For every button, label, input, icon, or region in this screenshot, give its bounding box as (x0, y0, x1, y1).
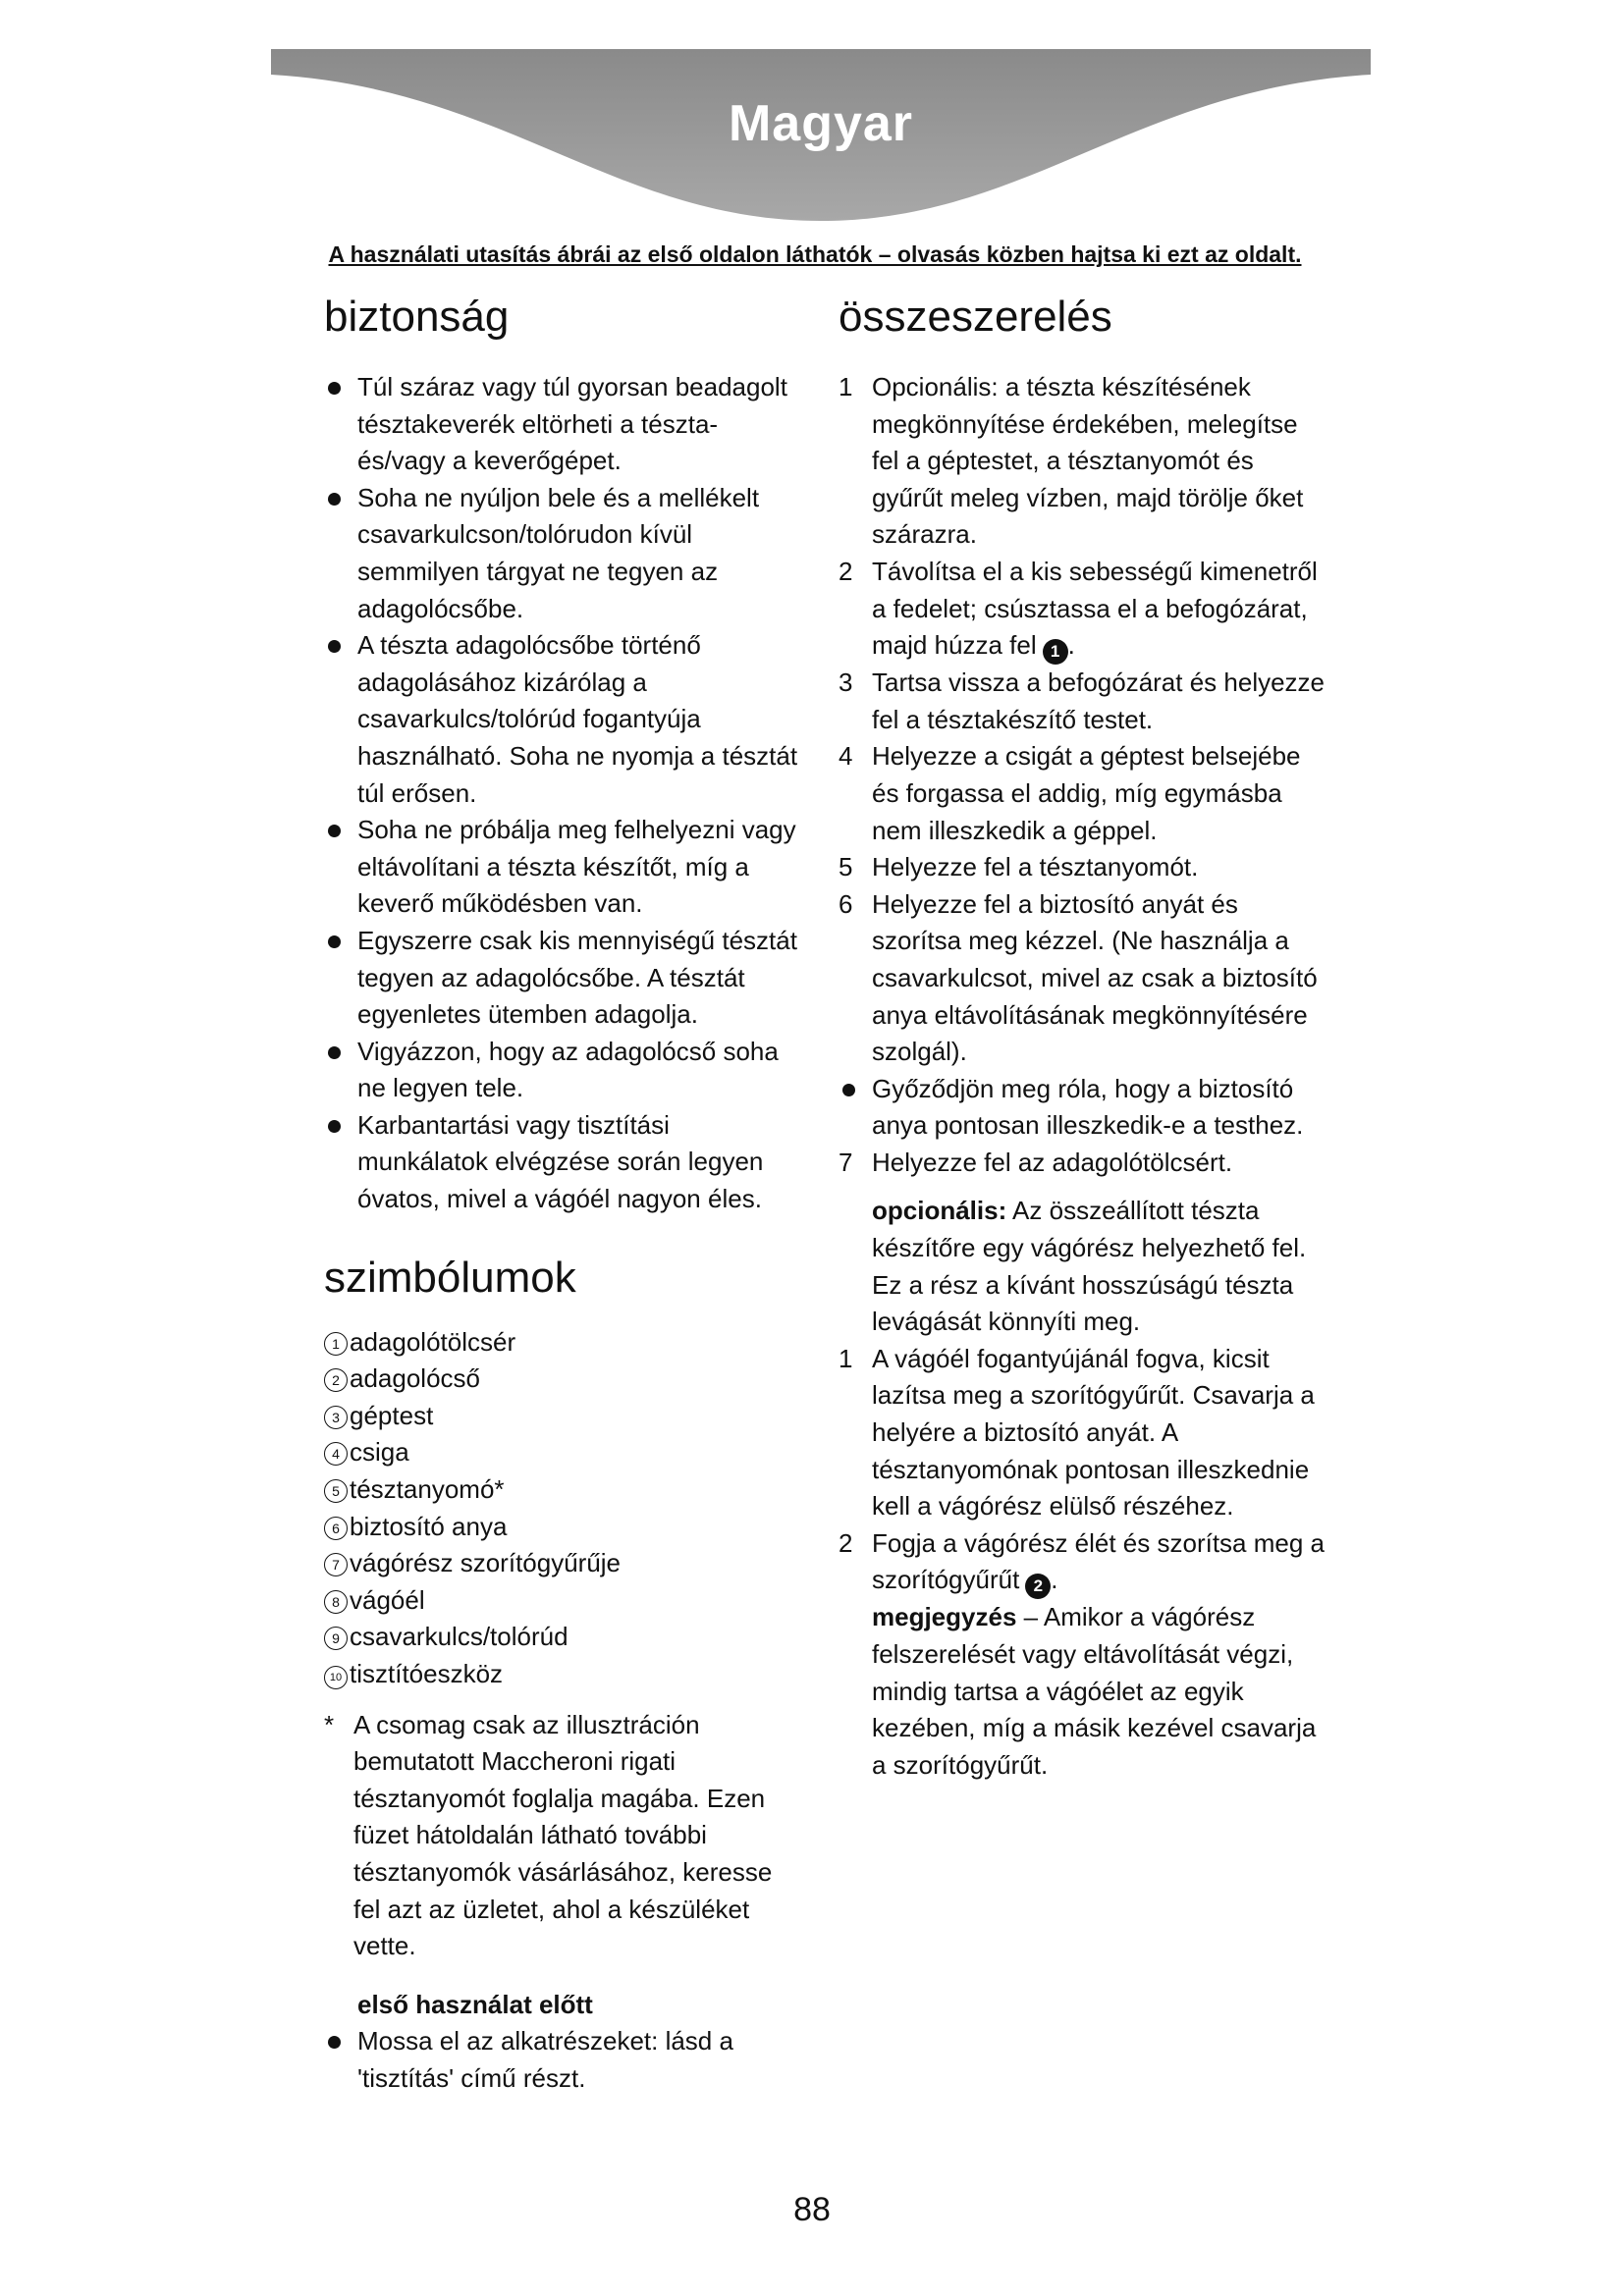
first-use-item: Mossa el az alkatrészeket: lásd a 'tisztítás' című részt. (324, 2023, 805, 2097)
circled-number-icon: 2 (324, 1368, 348, 1392)
optional-steps (839, 1341, 1329, 1785)
optional-paragraph: opcionális: Az összeállított tészta készítőre egy vágórész helyezhető fel. Ez a rész a kívánt hosszúságú tészta levágását könnyíti meg. (872, 1196, 1307, 1337)
assembly-step: 6 Helyezze fel a biztosító anyát és szorítsa meg kézzel. (Ne használja a csavarkulcsot, mivel az csak a biztosító anya eltávolításának megkönnyítésére szolgál). (839, 888, 1318, 1067)
bullet-icon (842, 1084, 855, 1096)
right-column (839, 293, 1329, 1784)
symbol-item: 2 adagolócső (324, 1361, 805, 1398)
safety-item: Soha ne nyúljon bele és a mellékelt csavarkulcson/tolórudon kívül semmilyen tárgyat ne tegyen az adagolócsőbe. (324, 480, 805, 627)
symbol-item: 8 vágóél (324, 1582, 805, 1620)
bullet-icon (328, 825, 341, 837)
language-banner (271, 49, 1371, 226)
circled-number-icon: 9 (324, 1627, 348, 1650)
bullet-icon (328, 382, 341, 395)
page-number: 88 (793, 2191, 831, 2228)
bullet-icon (328, 935, 341, 948)
assembly-heading: összeszerelés (839, 293, 1112, 341)
circled-number-icon: 7 (324, 1553, 348, 1576)
bullet-icon (328, 2036, 341, 2049)
symbols-list (324, 1324, 805, 1693)
symbol-item: 10 tisztítóeszköz (324, 1656, 805, 1693)
assembly-step: 5 Helyezze fel a tésztanyomót. (839, 852, 1199, 882)
circled-number-icon: 1 (324, 1332, 348, 1356)
circled-number-icon: 5 (324, 1479, 348, 1503)
symbol-item: 1 adagolótölcsér (324, 1324, 805, 1362)
safety-item: Karbantartási vagy tisztítási munkálatok elvégzése során legyen óvatos, mivel a vágóél nagyon éles. (324, 1107, 805, 1218)
symbols-heading: szimbólumok (324, 1253, 576, 1302)
first-use-list (324, 2023, 805, 2097)
assembly-bullet-list (839, 1071, 1329, 1145)
cutter-note: megjegyzés – Amikor a vágórész felszerelését vagy eltávolítását végzi, mindig tartsa a vágóélet az egyik kezében, míg a másik kezével csavarja a szorítógyűrűt. (872, 1602, 1317, 1780)
assembly-step: 3 Tartsa vissza a befogózárat és helyezze fel a tésztakészítő testet. (839, 667, 1326, 734)
safety-item: A tészta adagolócsőbe történő adagolásához kizárólag a csavarkulcs/tolórúd fogantyúja használható. Soha ne nyomja a tésztát túl erősen. (324, 627, 805, 812)
assembly-steps (839, 369, 1329, 1071)
bullet-icon (328, 493, 341, 506)
assembly-step: 4 Helyezze a csigát a géptest belsejébe és forgassa el addig, míg egymásba nem illeszkedik a géppel. (839, 741, 1301, 845)
fold-out-notice: A használati utasítás ábrái az első oldalon láthatók – olvasás közben hajtsa ki ezt az oldalt. (328, 241, 1302, 267)
safety-item: Egyszerre csak kis mennyiségű tésztát tegyen az adagolócsőbe. A tésztát egyenletes ütemben adagolja. (324, 923, 805, 1034)
optional-step: 2 Fogja a vágórész élét és szorítsa meg a szorítógyűrűt 2 . megjegyzés – Amikor a vágórész felszerelését vagy eltávolítását végzi, mindig tartsa a vágóélet az egyik kezében, míg a másik kezével csavarja a szorítógyűrűt. (839, 1525, 1329, 1785)
circled-number-icon: 4 (324, 1442, 348, 1466)
circled-number-icon: 10 (324, 1666, 348, 1689)
assembly-bullet: Győződjön meg róla, hogy a biztosító anya pontosan illeszkedik-e a testhez. (839, 1071, 1329, 1145)
assembly-step-7-list (839, 1145, 1329, 1182)
figure-ref-2-icon: 2 (1025, 1574, 1051, 1599)
symbol-item: 5 tésztanyomó* (324, 1471, 805, 1509)
safety-list (324, 369, 805, 1218)
first-use-heading: első használat előtt (357, 1989, 593, 2019)
figure-ref-1-icon: 1 (1043, 639, 1068, 665)
assembly-step: 2 Távolítsa el a kis sebességű kimenetről a fedelet; csúsztassa el a befogózárat, majd húzza fel 1 . (839, 554, 1329, 665)
safety-item: Soha ne próbálja meg felhelyezni vagy eltávolítani a tészta készítőt, míg a keverő működésben van. (324, 812, 805, 923)
bullet-icon (328, 1120, 341, 1133)
symbol-item: 7 vágórész szorítógyűrűje (324, 1545, 805, 1582)
symbol-item: 4 csiga (324, 1434, 805, 1471)
safety-item: Vigyázzon, hogy az adagolócső soha ne legyen tele. (324, 1034, 805, 1107)
circled-number-icon: 8 (324, 1590, 348, 1614)
optional-step: 1 A vágóél fogantyújánál fogva, kicsit lazítsa meg a szorítógyűrűt. Csavarja a helyére a biztosító anyát. A tésztanyomónak pontosan illeszkednie kell a vágórész elülső részéhez. (839, 1343, 1315, 1522)
package-footnote: * A csomag csak az illusztráción bemutatott Maccheroni rigati tésztanyomót foglalja magába. Ezen füzet hátoldalán látható további tésztanyomók vásárlásához, keresse fel azt az üzletet, ahol a készüléket vette. (324, 1709, 773, 1961)
circled-number-icon: 3 (324, 1406, 348, 1429)
left-column (324, 293, 805, 2098)
symbol-item: 6 biztosító anya (324, 1509, 805, 1546)
symbol-item: 9 csavarkulcs/tolórúd (324, 1619, 805, 1656)
safety-heading: biztonság (324, 293, 510, 341)
bullet-icon (328, 1046, 341, 1059)
safety-item: Túl száraz vagy túl gyorsan beadagolt tésztakeverék eltörheti a tészta- és/vagy a keverőgépet. (324, 369, 805, 480)
assembly-step: 1 Opcionális: a tészta készítésének megkönnyítése érdekében, melegítse fel a géptestet, a tésztanyomót és gyűrűt meleg vízben, majd törölje őket szárazra. (839, 372, 1304, 550)
symbol-item: 3 géptest (324, 1398, 805, 1435)
page-title: Magyar (728, 95, 914, 152)
circled-number-icon: 6 (324, 1517, 348, 1540)
bullet-icon (328, 640, 341, 653)
assembly-step: 7 Helyezze fel az adagolótölcsért. (839, 1147, 1233, 1177)
